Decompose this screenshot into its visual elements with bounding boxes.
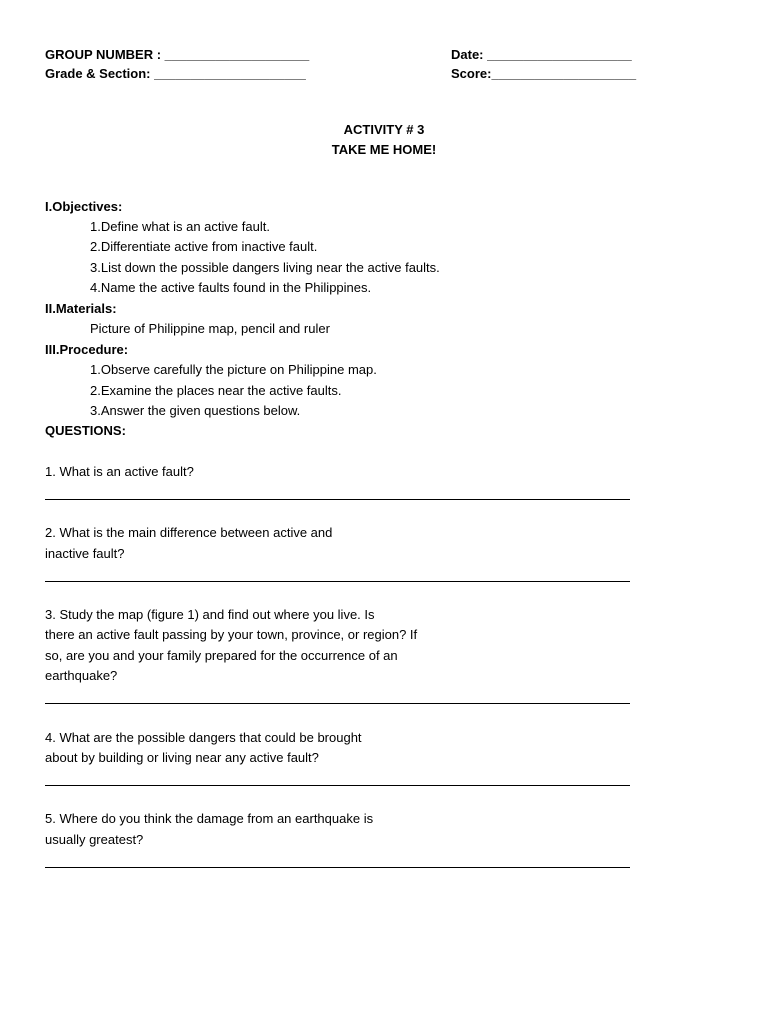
procedure-item: 3.Answer the given questions below. bbox=[90, 403, 301, 418]
procedure-heading: III.Procedure: bbox=[45, 342, 129, 357]
activity-number: ACTIVITY # 3 bbox=[343, 122, 425, 137]
procedure-item: 1.Observe carefully the picture on Philippine map. bbox=[90, 362, 377, 377]
question-text: 1. What is an active fault? bbox=[45, 464, 194, 479]
materials-text: Picture of Philippine map, pencil and ruler bbox=[90, 321, 330, 336]
question-text: usually greatest? bbox=[45, 832, 144, 847]
question-text: inactive fault? bbox=[45, 546, 125, 561]
question-text: 5. Where do you think the damage from an earthquake is bbox=[45, 811, 374, 826]
objective-item: 1.Define what is an active fault. bbox=[90, 219, 270, 234]
objective-item: 3.List down the possible dangers living near the active faults. bbox=[90, 260, 440, 275]
question-text: there an active fault passing by your town, province, or region? If bbox=[45, 627, 418, 642]
materials-heading: II.Materials: bbox=[45, 301, 117, 316]
answer-line[interactable] bbox=[45, 581, 630, 582]
answer-line[interactable] bbox=[45, 499, 630, 500]
score-field: Score:____________________ bbox=[451, 66, 637, 81]
answer-line[interactable] bbox=[45, 785, 630, 786]
answer-line[interactable] bbox=[45, 867, 630, 868]
objective-item: 2.Differentiate active from inactive fault. bbox=[90, 239, 318, 254]
activity-title: TAKE ME HOME! bbox=[331, 142, 437, 157]
question-text: about by building or living near any active fault? bbox=[45, 750, 319, 765]
objectives-heading: I.Objectives: bbox=[45, 199, 123, 214]
objective-item: 4.Name the active faults found in the Philippines. bbox=[90, 280, 372, 295]
question-text: 2. What is the main difference between active and bbox=[45, 525, 333, 540]
question-text: 4. What are the possible dangers that could be brought bbox=[45, 730, 362, 745]
grade-section-field: Grade & Section: _____________________ bbox=[45, 66, 306, 81]
answer-line[interactable] bbox=[45, 703, 630, 704]
procedure-item: 2.Examine the places near the active faults. bbox=[90, 383, 342, 398]
question-text: so, are you and your family prepared for the occurrence of an bbox=[45, 648, 398, 663]
group-number-field: GROUP NUMBER : ____________________ bbox=[45, 47, 310, 62]
question-text: 3. Study the map (figure 1) and find out where you live. Is bbox=[45, 607, 375, 622]
questions-heading: QUESTIONS: bbox=[45, 423, 126, 438]
date-field: Date: ____________________ bbox=[451, 47, 632, 62]
question-text: earthquake? bbox=[45, 668, 118, 683]
